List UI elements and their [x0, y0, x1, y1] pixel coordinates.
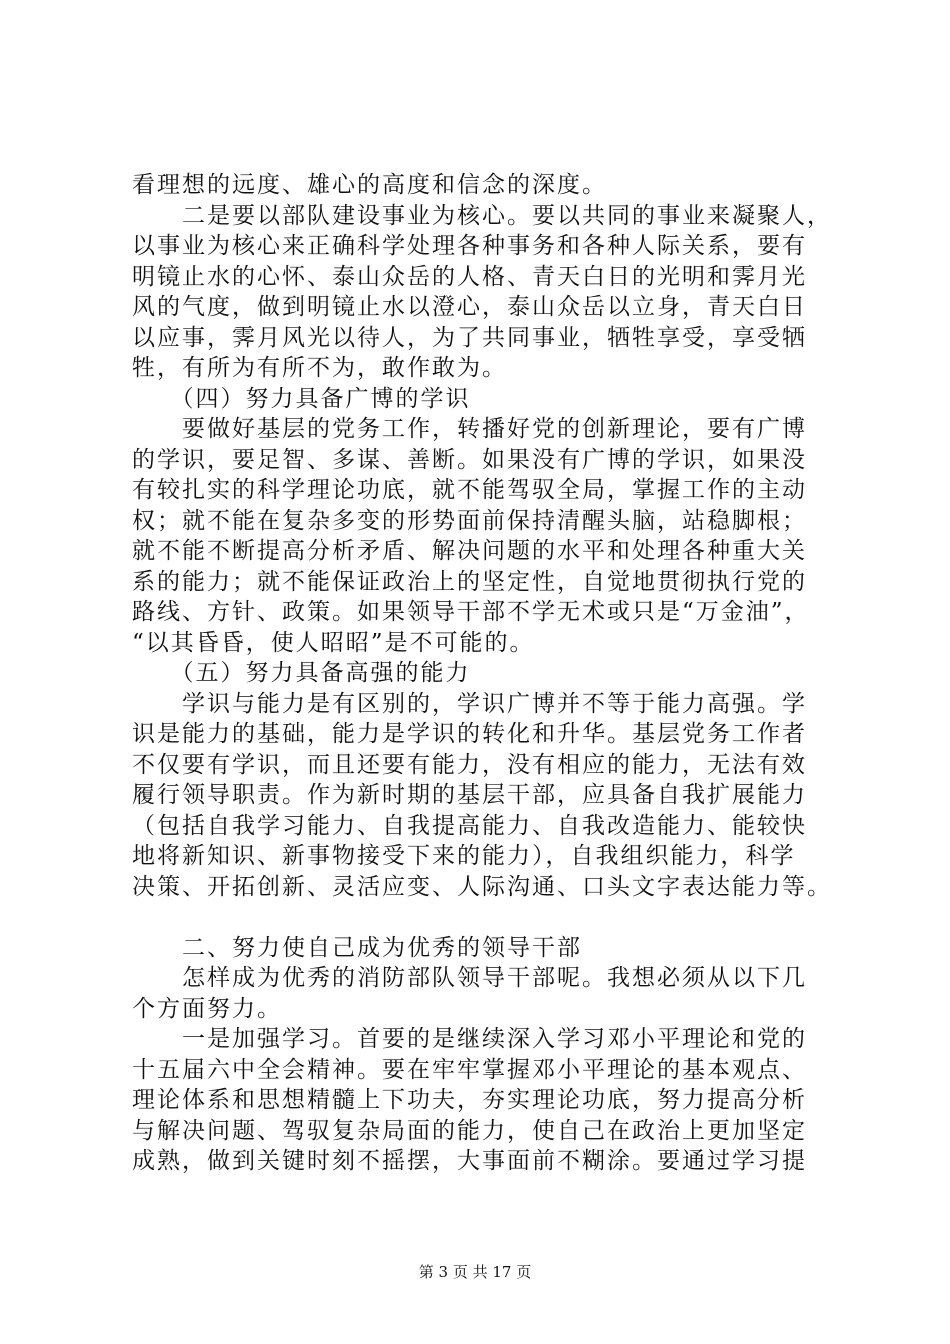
text-line: 地将新知识、新事物接受下来的能力），自我组织能力，科学 — [132, 843, 796, 869]
text-line: （包括自我学习能力、自我提高能力、自我改造能力、能较快 — [132, 812, 807, 839]
text-line: 不仅要有学识，而且还要有能力，没有相应的能力，无法有效 — [132, 751, 807, 778]
text-line: 与解决问题、驾驭复杂局面的能力，使自己在政治上更加坚定 — [132, 1117, 807, 1144]
text-line: 要做好基层的党务工作，转播好党的创新理论，要有广博 — [132, 416, 807, 442]
text-line: 个方面努力。 — [132, 995, 282, 1022]
text-line: 履行领导职责。作为新时期的基层干部，应具备自我扩展能力 — [132, 782, 807, 808]
text-line: 成熟，做到关键时刻不摇摆，大事面前不糊涂。要通过学习提 — [132, 1148, 807, 1174]
text-line: 十五届六中全会精神。要在牢牢掌握邓小平理论的基本观点、 — [132, 1056, 807, 1083]
text-line: 决策、开拓创新、灵活应变、人际沟通、口头文字表达能力等。 — [132, 873, 832, 900]
text-line: 路线、方针、政策。如果领导干部不学无术或只是“万金油”， — [132, 599, 810, 625]
text-line: 的学识，要足智、多谋、善断。如果没有广博的学识，如果没 — [132, 446, 807, 473]
text-line: （五）努力具备高强的能力 — [132, 660, 471, 686]
text-line: 一是加强学习。首要的是继续深入学习邓小平理论和党的 — [132, 1026, 807, 1052]
text-line: 明镜止水的心怀、泰山众岳的人格、青天白日的光明和霁月光 — [132, 263, 807, 290]
text-line: （四）努力具备广博的学识 — [132, 385, 471, 412]
text-line: 牲，有所为有所不为，敢作敢为。 — [132, 355, 507, 381]
text-line: “以其昏昏，使人昭昭”是不可能的。 — [132, 629, 535, 656]
text-line: 以事业为核心来正确科学处理各种事务和各种人际关系，要有 — [132, 233, 807, 259]
text-line: 风的气度，做到明镜止水以澄心，泰山众岳以立身，青天白日 — [132, 294, 807, 320]
text-line: 学识与能力是有区别的，学识广博并不等于能力高强。学 — [132, 690, 807, 717]
text-line: 系的能力；就不能保证政治上的坚定性，自觉地贯彻执行党的 — [132, 568, 807, 595]
text-line: 有较扎实的科学理论功底，就不能驾驭全局，掌握工作的主动 — [132, 477, 807, 503]
page-footer: 第 3 页 共 17 页 — [418, 1263, 532, 1281]
text-line: 权；就不能在复杂多变的形势面前保持清醒头脑，站稳脚根； — [132, 507, 807, 534]
text-line: 二是要以部队建设事业为核心。要以共同的事业来凝聚人， — [132, 202, 832, 229]
text-line: 怎样成为优秀的消防部队领导干部呢。我想必须从以下几 — [132, 965, 807, 991]
text-line: 二、努力使自己成为优秀的领导干部 — [132, 934, 582, 961]
text-line: 就不能不断提高分析矛盾、解决问题的水平和处理各种重大关 — [132, 538, 807, 564]
text-line: 理论体系和思想精髓上下功夫，夯实理论功底，努力提高分析 — [132, 1087, 807, 1113]
text-line: 识是能力的基础，能力是学识的转化和升华。基层党务工作者 — [132, 721, 807, 747]
text-line: 以应事，霁月风光以待人，为了共同事业，牺牲享受，享受牺 — [132, 324, 807, 351]
text-line: 看理想的远度、雄心的高度和信念的深度。 — [132, 172, 607, 198]
